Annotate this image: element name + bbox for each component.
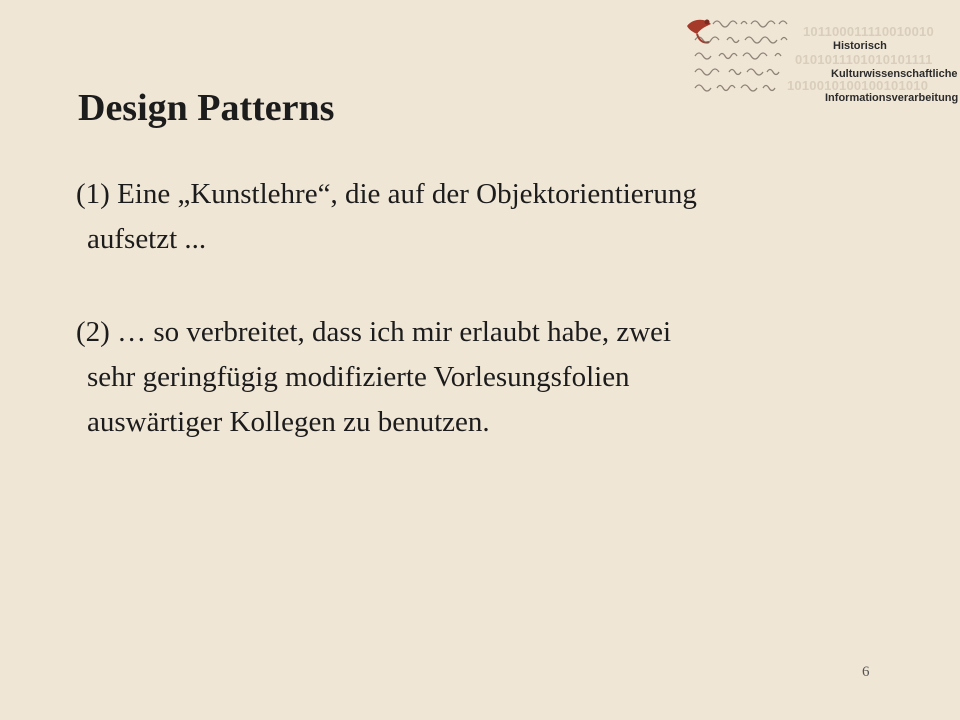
- logo-binary-row: 101100011110010010: [803, 24, 934, 39]
- page-number: 6: [862, 664, 870, 680]
- slide-title: Design Patterns: [78, 87, 335, 129]
- paragraph-line: sehr geringfügig modifizierte Vorlesungsfolien: [87, 361, 630, 393]
- logo-binary-row: 0101011101010101111: [795, 52, 933, 67]
- logo-text-historisch: Historisch: [833, 40, 887, 52]
- paragraph-1: [76, 172, 876, 262]
- paragraph-line: aufsetzt ...: [87, 223, 207, 255]
- paragraph-line: (2) … so verbreitet, dass ich mir erlaubt habe, zwei: [76, 316, 672, 348]
- paragraph-2: [76, 310, 876, 445]
- paragraph-line: (1) Eine „Kunstlehre“, die auf der Objektorientierung: [76, 178, 697, 210]
- logo-binary-row: 1010010100100101010: [787, 78, 929, 93]
- hki-logo: [683, 14, 959, 104]
- logo-text-informationsverarbeitung: Informationsverarbeitung: [825, 92, 959, 104]
- paragraph-line: auswärtiger Kollegen zu benutzen.: [87, 406, 490, 438]
- logo-text-kulturwissenschaftliche: Kulturwissenschaftliche: [831, 68, 958, 80]
